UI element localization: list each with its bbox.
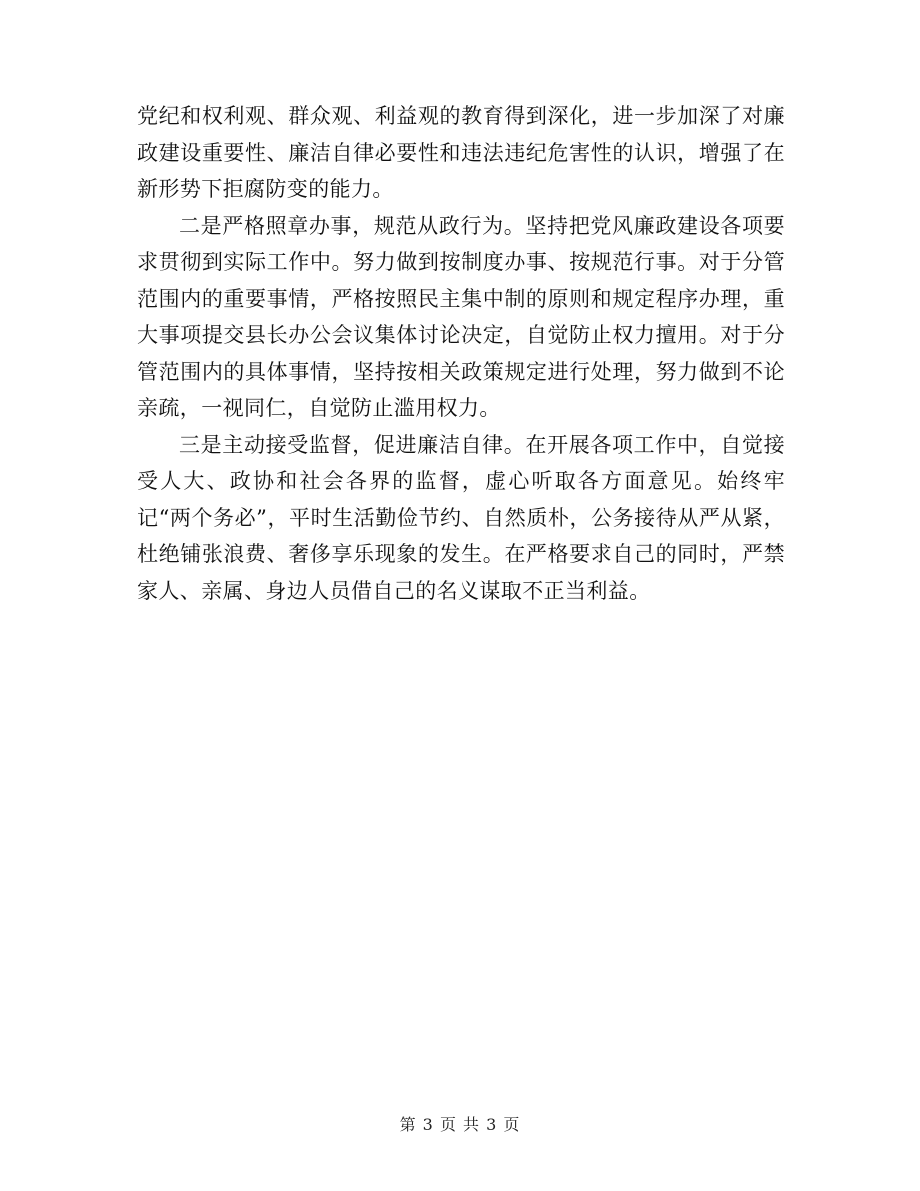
document-body: [137, 98, 785, 609]
paragraph-continuation: 党纪和权利观、群众观、利益观的教育得到深化，进一步加深了对廉政建设重要性、廉洁自律必要性和违法违纪危害性的认识，增强了在新形势下拒腐防变的能力。: [137, 104, 785, 201]
page-number-footer: 第 3 页 共 3 页: [399, 1115, 521, 1134]
paragraph-point-three: 三是主动接受监督，促进廉洁自律。在开展各项工作中，自觉接受人大、政协和社会各界的监督，虚心听取各方面意见。始终牢记“两个务必”，平时生活勤俭节约、自然质朴，公务接待从严从紧，杜绝铺张浪费、奢侈享乐现象的发生。在严格要求自己的同时，严禁家人、亲属、身边人员借自己的名义谋取不正当利益。: [137, 432, 785, 603]
paragraph-point-two: 二是严格照章办事，规范从政行为。坚持把党风廉政建设各项要求贯彻到实际工作中。努力做到按制度办事、按规范行事。对于分管范围内的重要事情，严格按照民主集中制的原则和规定程序办理，重大事项提交县长办公会议集体讨论决定，自觉防止权力擅用。对于分管范围内的具体事情，坚持按相关政策规定进行处理，努力做到不论亲疏，一视同仁，自觉防止滥用权力。: [137, 213, 785, 420]
